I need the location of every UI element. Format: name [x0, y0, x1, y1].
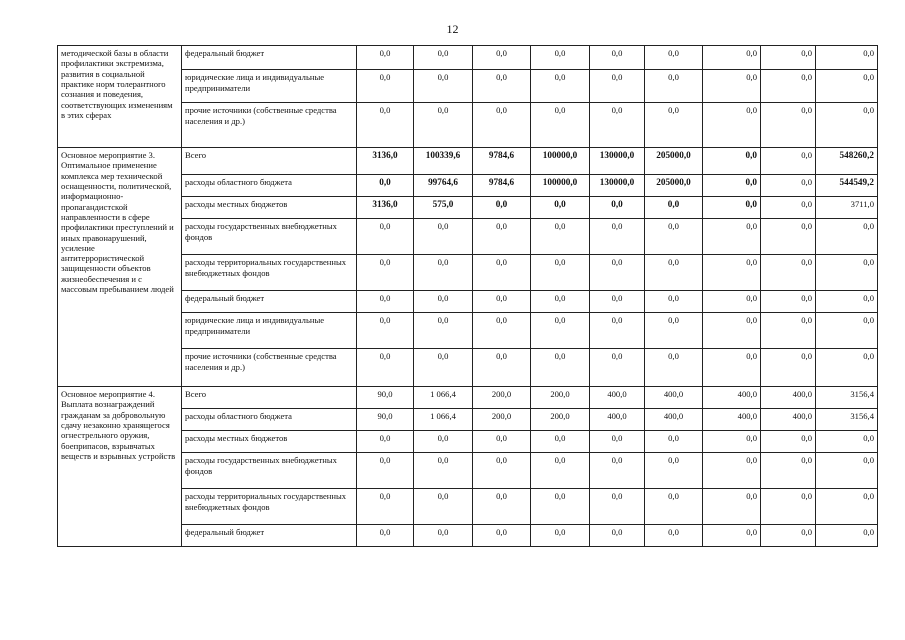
value-cell: 0,0	[590, 349, 645, 387]
value-cell: 90,0	[357, 387, 414, 409]
funding-source-cell: юридические лица и индивидуальные предприниматели	[182, 313, 357, 349]
value-cell: 0,0	[761, 489, 816, 525]
value-cell: 0,0	[703, 103, 761, 148]
value-cell: 0,0	[414, 70, 473, 103]
value-cell: 200,0	[473, 387, 531, 409]
value-cell: 0,0	[816, 291, 878, 313]
value-cell: 0,0	[473, 453, 531, 489]
value-cell: 0,0	[531, 313, 590, 349]
value-cell: 0,0	[414, 453, 473, 489]
value-cell: 0,0	[645, 291, 703, 313]
value-cell: 0,0	[473, 525, 531, 547]
value-cell: 0,0	[473, 219, 531, 255]
value-cell: 0,0	[645, 70, 703, 103]
value-cell: 0,0	[357, 313, 414, 349]
value-cell: 0,0	[761, 349, 816, 387]
value-cell: 0,0	[531, 46, 590, 70]
table-row	[58, 148, 878, 175]
funding-source-cell: юридические лица и индивидуальные предприниматели	[182, 70, 357, 103]
value-cell: 0,0	[761, 197, 816, 219]
value-cell: 0,0	[357, 489, 414, 525]
value-cell: 0,0	[590, 489, 645, 525]
value-cell: 0,0	[590, 219, 645, 255]
value-cell: 0,0	[357, 291, 414, 313]
value-cell: 0,0	[531, 255, 590, 291]
value-cell: 0,0	[473, 70, 531, 103]
value-cell: 0,0	[357, 255, 414, 291]
value-cell: 0,0	[816, 70, 878, 103]
value-cell: 0,0	[357, 175, 414, 197]
funding-source-cell: расходы территориальных государственных внебюджетных фондов	[182, 489, 357, 525]
value-cell: 0,0	[590, 313, 645, 349]
value-cell: 0,0	[590, 46, 645, 70]
value-cell: 0,0	[761, 219, 816, 255]
table-row	[58, 387, 878, 409]
value-cell: 0,0	[531, 103, 590, 148]
value-cell: 0,0	[531, 349, 590, 387]
funding-source-cell: федеральный бюджет	[182, 525, 357, 547]
value-cell: 0,0	[590, 197, 645, 219]
value-cell: 0,0	[703, 70, 761, 103]
funding-source-cell: расходы государственных внебюджетных фондов	[182, 453, 357, 489]
value-cell: 0,0	[645, 197, 703, 219]
value-cell: 0,0	[645, 255, 703, 291]
value-cell: 0,0	[761, 453, 816, 489]
value-cell: 0,0	[357, 525, 414, 547]
value-cell: 0,0	[761, 46, 816, 70]
table-row	[58, 46, 878, 70]
value-cell: 0,0	[357, 431, 414, 453]
value-cell: 0,0	[703, 197, 761, 219]
value-cell: 0,0	[590, 453, 645, 489]
funding-source-cell: Всего	[182, 387, 357, 409]
value-cell: 9784,6	[473, 148, 531, 175]
value-cell: 400,0	[645, 387, 703, 409]
value-cell: 0,0	[816, 103, 878, 148]
value-cell: 0,0	[531, 525, 590, 547]
budget-table	[57, 45, 878, 547]
value-cell: 3156,4	[816, 387, 878, 409]
funding-source-cell: федеральный бюджет	[182, 46, 357, 70]
value-cell: 0,0	[357, 453, 414, 489]
funding-source-cell: расходы местных бюджетов	[182, 197, 357, 219]
value-cell: 0,0	[761, 148, 816, 175]
value-cell: 0,0	[531, 489, 590, 525]
value-cell: 0,0	[645, 453, 703, 489]
value-cell: 0,0	[414, 255, 473, 291]
value-cell: 0,0	[590, 255, 645, 291]
value-cell: 400,0	[590, 409, 645, 431]
value-cell: 0,0	[414, 219, 473, 255]
value-cell: 0,0	[816, 431, 878, 453]
value-cell: 0,0	[816, 349, 878, 387]
value-cell: 0,0	[703, 489, 761, 525]
value-cell: 130000,0	[590, 148, 645, 175]
value-cell: 0,0	[531, 431, 590, 453]
value-cell: 0,0	[531, 291, 590, 313]
budget-table-body	[58, 46, 878, 547]
value-cell: 0,0	[473, 197, 531, 219]
value-cell: 0,0	[473, 431, 531, 453]
value-cell: 100000,0	[531, 148, 590, 175]
value-cell: 0,0	[816, 313, 878, 349]
value-cell: 0,0	[590, 525, 645, 547]
value-cell: 0,0	[703, 313, 761, 349]
value-cell: 0,0	[473, 291, 531, 313]
funding-source-cell: расходы областного бюджета	[182, 175, 357, 197]
page-number: 12	[446, 22, 459, 36]
value-cell: 200,0	[531, 387, 590, 409]
value-cell: 0,0	[414, 431, 473, 453]
activity-cell: Основное мероприятие 3. Оптимальное применение комплекса мер технической оснащенности, политической, информационно-пропагандистской направленности в сфере профилактики преступлений и иных правонарушений, усиление антитеррористической защищенности объектов жизнеобеспечения и с массовым пребыванием людей	[58, 148, 182, 387]
value-cell: 0,0	[414, 349, 473, 387]
value-cell: 0,0	[414, 103, 473, 148]
value-cell: 0,0	[473, 103, 531, 148]
value-cell: 0,0	[357, 70, 414, 103]
value-cell: 0,0	[531, 453, 590, 489]
value-cell: 400,0	[761, 387, 816, 409]
value-cell: 0,0	[414, 313, 473, 349]
value-cell: 0,0	[703, 291, 761, 313]
value-cell: 0,0	[703, 525, 761, 547]
funding-source-cell: федеральный бюджет	[182, 291, 357, 313]
value-cell: 0,0	[590, 103, 645, 148]
value-cell: 0,0	[761, 525, 816, 547]
value-cell: 1 066,4	[414, 409, 473, 431]
value-cell: 0,0	[357, 103, 414, 148]
value-cell: 0,0	[473, 349, 531, 387]
value-cell: 0,0	[645, 489, 703, 525]
value-cell: 1 066,4	[414, 387, 473, 409]
value-cell: 3711,0	[816, 197, 878, 219]
value-cell: 0,0	[816, 219, 878, 255]
value-cell: 0,0	[473, 255, 531, 291]
value-cell: 0,0	[761, 431, 816, 453]
value-cell: 0,0	[816, 453, 878, 489]
value-cell: 0,0	[703, 453, 761, 489]
funding-source-cell: расходы областного бюджета	[182, 409, 357, 431]
value-cell: 0,0	[531, 70, 590, 103]
funding-source-cell: прочие источники (собственные средства населения и др.)	[182, 349, 357, 387]
funding-source-cell: расходы территориальных государственных внебюджетных фондов	[182, 255, 357, 291]
value-cell: 0,0	[590, 431, 645, 453]
funding-source-cell: Всего	[182, 148, 357, 175]
value-cell: 0,0	[703, 349, 761, 387]
value-cell: 0,0	[645, 431, 703, 453]
value-cell: 0,0	[816, 489, 878, 525]
value-cell: 0,0	[761, 313, 816, 349]
activity-cell: Основное мероприятие 4. Выплата вознаграждений гражданам за добровольную сдачу незаконно хранящегося огнестрельного оружия, боеприпасов, взрывчатых веществ и взрывных устройств	[58, 387, 182, 547]
value-cell: 0,0	[645, 219, 703, 255]
value-cell: 0,0	[761, 103, 816, 148]
value-cell: 0,0	[590, 291, 645, 313]
value-cell: 99764,6	[414, 175, 473, 197]
value-cell: 0,0	[357, 46, 414, 70]
value-cell: 0,0	[761, 291, 816, 313]
value-cell: 0,0	[473, 489, 531, 525]
value-cell: 3156,4	[816, 409, 878, 431]
value-cell: 544549,2	[816, 175, 878, 197]
value-cell: 400,0	[703, 409, 761, 431]
value-cell: 0,0	[703, 148, 761, 175]
value-cell: 0,0	[761, 255, 816, 291]
value-cell: 400,0	[645, 409, 703, 431]
value-cell: 0,0	[761, 175, 816, 197]
value-cell: 0,0	[703, 431, 761, 453]
value-cell: 0,0	[357, 219, 414, 255]
value-cell: 0,0	[816, 46, 878, 70]
value-cell: 400,0	[761, 409, 816, 431]
value-cell: 0,0	[703, 175, 761, 197]
value-cell: 3136,0	[357, 148, 414, 175]
value-cell: 0,0	[645, 349, 703, 387]
value-cell: 3136,0	[357, 197, 414, 219]
value-cell: 0,0	[645, 313, 703, 349]
value-cell: 0,0	[414, 291, 473, 313]
value-cell: 0,0	[645, 103, 703, 148]
value-cell: 200,0	[531, 409, 590, 431]
value-cell: 100000,0	[531, 175, 590, 197]
value-cell: 200,0	[473, 409, 531, 431]
value-cell: 100339,6	[414, 148, 473, 175]
value-cell: 575,0	[414, 197, 473, 219]
value-cell: 0,0	[703, 219, 761, 255]
value-cell: 548260,2	[816, 148, 878, 175]
value-cell: 0,0	[473, 46, 531, 70]
value-cell: 0,0	[761, 70, 816, 103]
value-cell: 0,0	[645, 46, 703, 70]
value-cell: 0,0	[531, 219, 590, 255]
value-cell: 0,0	[816, 525, 878, 547]
value-cell: 90,0	[357, 409, 414, 431]
value-cell: 0,0	[645, 525, 703, 547]
value-cell: 0,0	[703, 255, 761, 291]
funding-source-cell: расходы государственных внебюджетных фондов	[182, 219, 357, 255]
value-cell: 0,0	[703, 46, 761, 70]
value-cell: 205000,0	[645, 175, 703, 197]
value-cell: 0,0	[590, 70, 645, 103]
funding-source-cell: прочие источники (собственные средства населения и др.)	[182, 103, 357, 148]
value-cell: 0,0	[531, 197, 590, 219]
value-cell: 130000,0	[590, 175, 645, 197]
value-cell: 400,0	[703, 387, 761, 409]
value-cell: 0,0	[414, 46, 473, 70]
value-cell: 0,0	[473, 313, 531, 349]
funding-source-cell: расходы местных бюджетов	[182, 431, 357, 453]
value-cell: 0,0	[414, 525, 473, 547]
value-cell: 400,0	[590, 387, 645, 409]
value-cell: 0,0	[414, 489, 473, 525]
activity-cell: методической базы в области профилактики экстремизма, развития в социальной практике норм толерантного сознания и поведения, соответствующих изменениям в этих сферах	[58, 46, 182, 148]
value-cell: 0,0	[816, 255, 878, 291]
value-cell: 9784,6	[473, 175, 531, 197]
value-cell: 0,0	[357, 349, 414, 387]
value-cell: 205000,0	[645, 148, 703, 175]
